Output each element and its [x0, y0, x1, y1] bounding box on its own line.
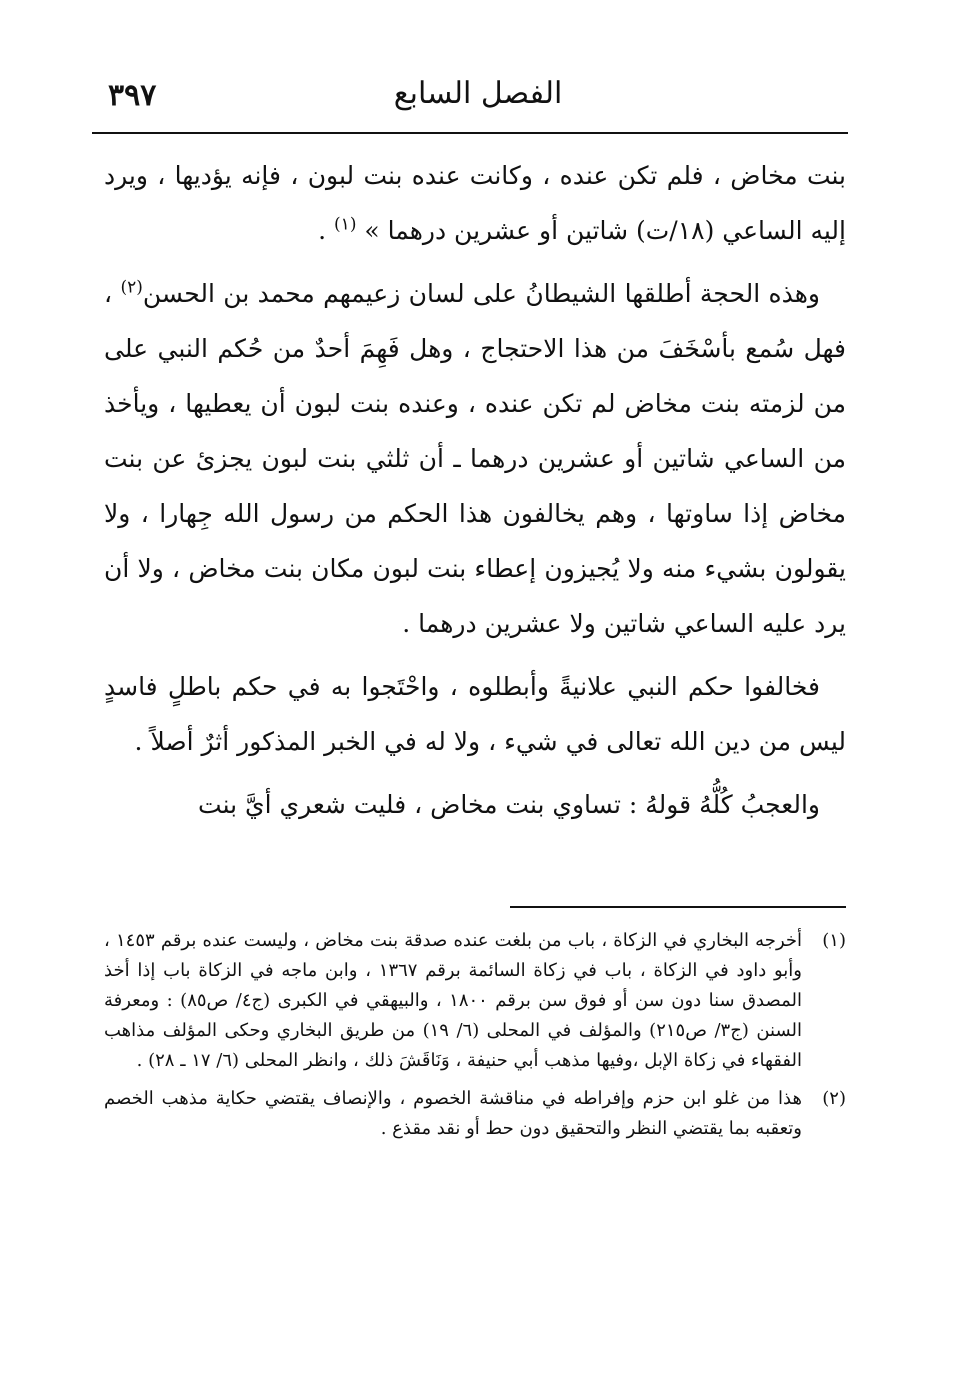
- main-text: [104, 148, 846, 832]
- paragraph-2: [104, 266, 846, 651]
- header-divider: [92, 132, 848, 134]
- footnotes: [104, 926, 846, 1152]
- footnote-2-number: (٢): [822, 1088, 846, 1109]
- footnote-1-text: أخرجه البخاري في الزكاة ، باب من بلغت عنده صدقة بنت مخاض ، وليست عنده برقم ١٤٥٣ ، وأبو داود في الزكاة ، باب في زكاة السائمة برقم ١٣٦٧ ، وابن ماجه في الزكاة باب إذا أخذ المصدق سنا دون سن أو فوق سن برقم ١٨٠٠ ، والبيهقي في الكبرى (ج٤/ ص٨٥) : ومعرفة السنن (ج٣/ ص٢١٥) والمؤلف في المحلى (٦/ ١٩) من طريق البخاري وحكى المؤلف مذاهب الفقهاء في زكاة الإبل ،وفيها مذهب أبي حنيفة ، وَنَاقَشَ ذلك ، وانظر المحلى (٦/ ١٧ ـ ٢٨) .: [104, 930, 803, 1071]
- running-header: [108, 74, 848, 130]
- footnote-marker-2: (٢): [120, 277, 143, 298]
- footnote-marker-1: (١): [334, 214, 357, 235]
- paragraph-4: والعجبُ كُلُّهُ قولهُ : تساوي بنت مخاض ، فليت شعري أيَّ بنت: [198, 790, 820, 819]
- footnote-1-number: (١): [822, 930, 846, 951]
- footnote-2: [104, 1084, 846, 1144]
- paragraph-2-text-a: وهذه الحجة أطلقها الشيطانُ على لسان زعيمهم محمد بن الحسن: [142, 279, 820, 308]
- footnote-separator: [510, 906, 846, 908]
- chapter-title: الفصل السابع: [393, 76, 563, 111]
- paragraph-1-end: .: [318, 216, 335, 245]
- footnote-1: [104, 926, 846, 1076]
- page-number: ٣٩٧: [108, 78, 157, 113]
- footnote-2-text: هذا من غلو ابن حزم وإفراطه في مناقشة الخصوم ، والإنصاف يقتضي حكاية مذهب الخصم وتعقبه بما يقتضي النظر والتحقيق دون حط أو نقد مقذع .: [104, 1088, 802, 1139]
- paragraph-2-text-b: ، فهل سُمع بأسْخَفَ من هذا الاحتجاج ، وهل فَهِمَ أحدٌ من حُكم النبي على من لزمته بنت مخاض لم تكن عنده ، وعنده بنت لبون أن يعطيها ، ويأخذ من الساعي شاتين أو عشرين درهما ـ أن ثلثي بنت لبون يجزئ عن بنت مخاض إذا ساوتها ، وهم يخالفون هذا الحكم من رسول الله جِهارا ، ولا يقولون بشيء منه ولا يُجيزون إعطاء بنت لبون مكان بنت مخاض ، ولا أن يرد عليه الساعي شاتين ولا عشرين درهما .: [104, 279, 846, 638]
- paragraph-3: فخالفوا حكم النبي علانيةً وأبطلوه ، واحْتَجوا به في حكم باطلٍ فاسدٍ ليس من دين الله تعالى في شيء ، ولا له في الخبر المذكور أثرٌ أصلاً .: [104, 672, 846, 756]
- paragraph-1: [104, 148, 846, 258]
- paragraph-1-text: بنت مخاض ، فلم تكن عنده ، وكانت عنده بنت لبون ، فإنه يؤديها ، ويرد إليه الساعي (١٨/ت) شاتين أو عشرين درهما »: [104, 161, 846, 245]
